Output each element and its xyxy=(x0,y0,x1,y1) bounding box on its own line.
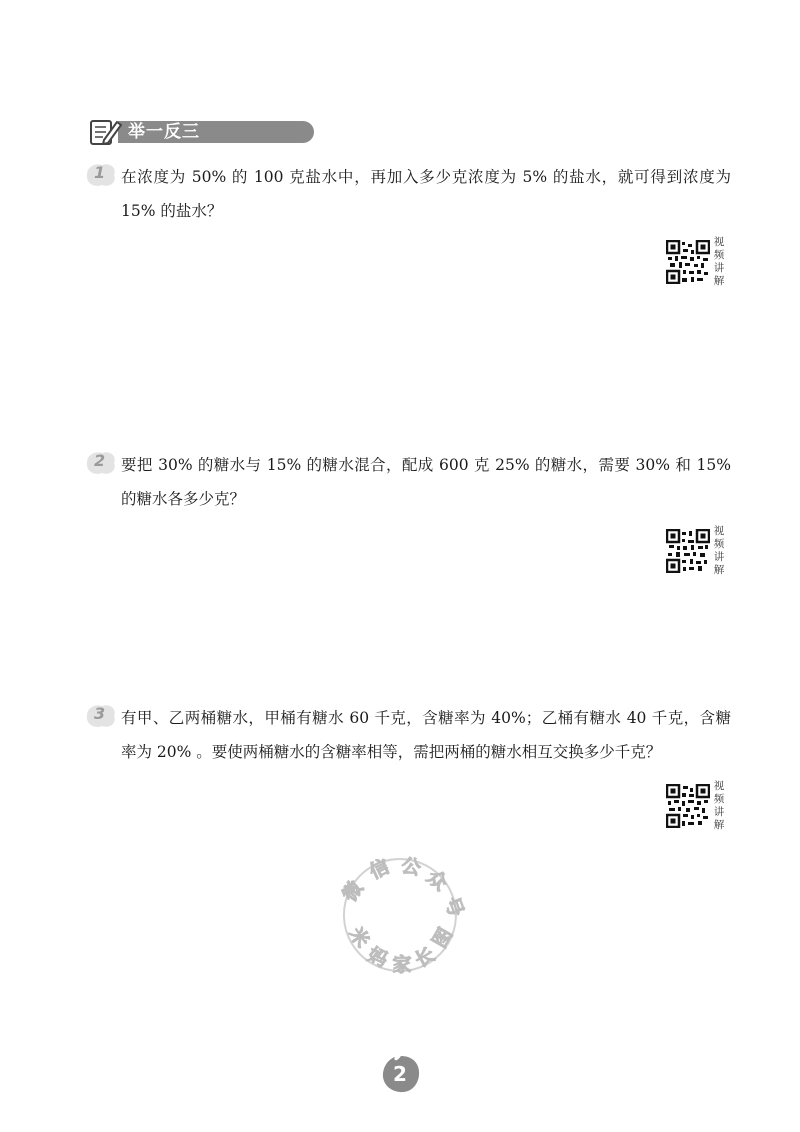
problem-number: 1 xyxy=(94,163,106,182)
qr-code-icon xyxy=(666,240,710,284)
watermark-stamp xyxy=(330,845,470,985)
watermark-seal xyxy=(330,845,470,985)
svg-text:信: 信 xyxy=(366,855,393,884)
problem-text: 有甲、乙两桶糖水，甲桶有糖水 60 千克，含糖率为 40%；乙桶有糖水 40 千克，含糖率为 20% 。要使两桶糖水的含糖率相等，需把两桶的糖水相互交换多少千克？ xyxy=(121,709,731,761)
svg-text:众: 众 xyxy=(422,865,452,895)
video-qr-code-2[interactable] xyxy=(666,527,726,575)
problem-text: 要把 30% 的糖水与 15% 的糖水混合，配成 600 克 25% 的糖水，需要 30% 和 15% 的糖水各多少克？ xyxy=(121,456,731,508)
svg-text:微: 微 xyxy=(338,877,368,906)
svg-text:公: 公 xyxy=(399,854,423,880)
qr-code-icon xyxy=(666,529,710,573)
video-qr-code-1[interactable] xyxy=(666,238,726,286)
svg-text:图: 图 xyxy=(428,924,458,952)
video-qr-code-3[interactable] xyxy=(666,782,726,830)
section-header xyxy=(88,116,238,148)
svg-text:号: 号 xyxy=(440,894,468,920)
qr-code-icon xyxy=(666,784,710,828)
page-number-badge xyxy=(380,1053,422,1095)
svg-text:妈: 妈 xyxy=(364,943,391,972)
page-number: 2 xyxy=(393,1062,407,1086)
problem-number: 2 xyxy=(94,451,106,470)
pencil-notebook-icon xyxy=(88,116,124,148)
svg-text:家: 家 xyxy=(392,954,412,976)
problem-text: 在浓度为 50% 的 100 克盐水中，再加入多少克浓度为 5% 的盐水，就可得到浓度为 15% 的盐水？ xyxy=(121,168,731,220)
section-title: 举一反三 xyxy=(128,122,200,142)
problem-number-badge xyxy=(84,162,118,188)
svg-text:长: 长 xyxy=(411,943,439,973)
svg-text:米: 米 xyxy=(344,923,374,952)
qr-label: 视频讲解 xyxy=(713,780,725,831)
qr-label: 视频讲解 xyxy=(713,236,725,287)
problem-number-badge xyxy=(84,450,118,476)
problem-number-badge xyxy=(84,703,118,729)
qr-label: 视频讲解 xyxy=(713,525,725,576)
problem-number: 3 xyxy=(94,704,106,723)
